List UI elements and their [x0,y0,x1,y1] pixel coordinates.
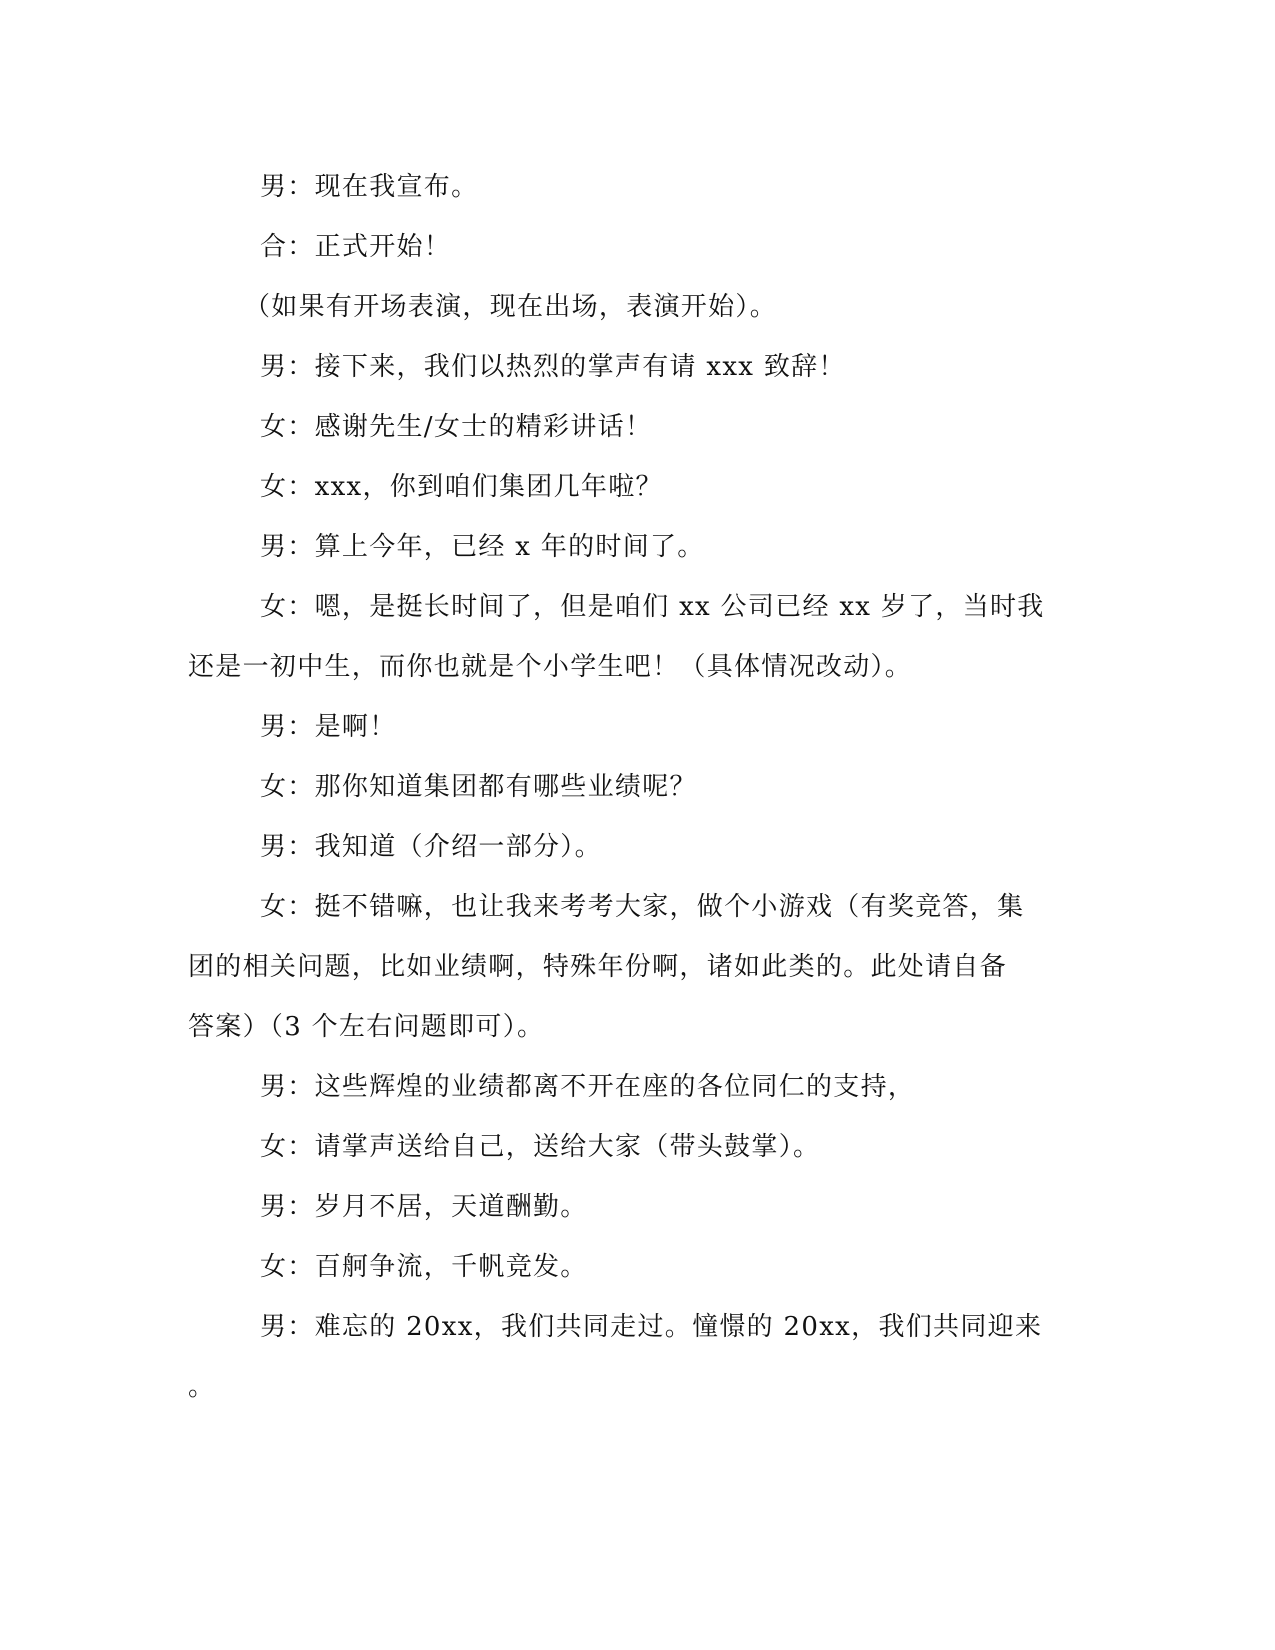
paragraph: （如果有开场表演，现在出场，表演开始）。 [244,292,778,322]
paragraph: 男：我知道（介绍一部分）。 [260,832,602,862]
paragraph: 女：感谢先生/女士的精彩讲话！ [260,412,653,442]
paragraph: 女：嗯，是挺长时间了，但是咱们 xx 公司已经 xx 岁了，当时我 [260,592,1045,622]
paragraph: 答案）（3 个左右问题即可）。 [188,1012,545,1042]
paragraph: 还是一初中生，而你也就是个小学生吧！（具体情况改动）。 [188,652,913,682]
document-body [188,157,1070,1417]
paragraph: 。 [188,1372,216,1402]
paragraph: 女：请掌声送给自己，送给大家（带头鼓掌）。 [260,1132,821,1162]
paragraph: 男：算上今年，已经 x 年的时间了。 [260,532,705,562]
paragraph: 男：难忘的 20xx，我们共同走过。憧憬的 20xx，我们共同迎来 [260,1312,1043,1342]
paragraph: 女：那你知道集团都有哪些业绩呢？ [260,772,697,802]
paragraph: 男：接下来，我们以热烈的掌声有请 xxx 致辞！ [260,352,846,382]
paragraph: 男：岁月不居，天道酬勤。 [260,1192,588,1222]
paragraph: 女：百舸争流，千帆竞发。 [260,1252,588,1282]
paragraph: 男：现在我宣布。 [260,172,479,202]
paragraph: 女：xxx，你到咱们集团几年啦？ [260,472,663,502]
paragraph: 女：挺不错嘛，也让我来考考大家，做个小游戏（有奖竞答，集 [260,892,1025,922]
paragraph: 团的相关问题，比如业绩啊，特殊年份啊，诸如此类的。此处请自备 [188,952,1008,982]
paragraph: 男：是啊！ [260,712,397,742]
paragraph: 男：这些辉煌的业绩都离不开在座的各位同仁的支持， [260,1072,916,1102]
paragraph: 合：正式开始！ [260,232,452,262]
